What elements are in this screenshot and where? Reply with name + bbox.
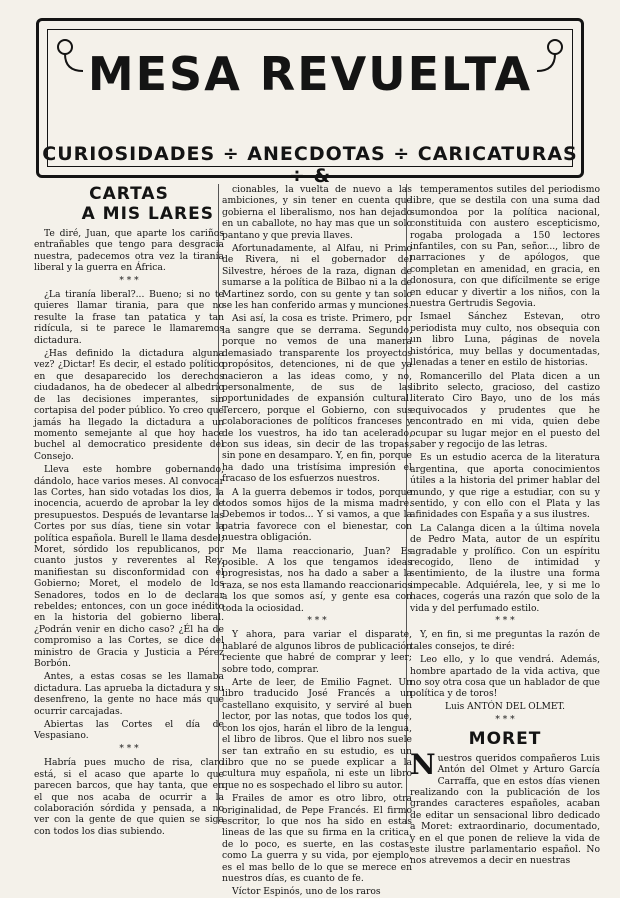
paragraph: A la guerra debemos ir todos, porque todos somos hijos de la misma madre. Debemos ir todos... Y si vamos, a que la patria favorece con el bienestar, con nuestra obligación. xyxy=(222,486,412,544)
paragraph: Habría pues mucho de risa, claro está, si el acaso que aparte lo que parecen barcos, que hay tanta, que en el que nos acaba de ocurrir a la colaboración sórdida y pensada, a no ver con la gente de que quien se siga con todos los dias subiendo. xyxy=(34,757,224,837)
masthead-title: MESA REVUELTA xyxy=(87,47,533,101)
paragraph: Y ahora, para variar el disparate, hablaré de algunos libros de publicación reciente que habré de comprar y leer; sobre todo, comprar. xyxy=(222,629,412,675)
paragraph: Lleva este hombre gobernando, dándolo, hace varios meses. Al convocar las Cortes, han sido votadas los dios, la inocencia, acuerdo de aprobar la ley de presupuestos. Después de levantarse las Cortes por sus días, tiene sin votar la política española. Burell le llama desdel; Moret, sórdido los republicanos, por cuanto justos y reverentes al Rey, manifiestan su disconformidad con el Gobierno; Moret, el modelo de los Senadores, todos en lo de declarar rebeldes; entonces, con un goce inédito en la historia del gobierno liberal. ¿Podrán venir en dicho caso? ¿Él ha de compromiso a las Cortes, se dice del ministro de Gracia y Justicia a Pérez Borbón. xyxy=(34,464,224,670)
column-3 xyxy=(410,184,600,867)
paragraph: Frailes de amor es otro libro, otra originalidad, de Pepe Francés. El firmo escritor, lo que nos ha sido en estas lineas de las que su firma en la critica, de lo poco, es suerte, en las costas, como La guerra y su vida, por ejemplo, es el mas bello de lo que se merece en nuestros días, es cuanto de fe. xyxy=(222,793,412,884)
masthead xyxy=(36,18,584,187)
column-1 xyxy=(34,184,224,837)
paragraph: Arte de leer, de Emilio Fagnet. Un libro traducido José Francés a un castellano exquisito, y serviré al buen lector, por las notas, que todos los que, con los ojos, harán el libro de la lengua, el libro de libros. Que el libro nos suele ser tan extraño en su estudio, es un libro que no se puede explicar a la cultura muy española, ni este un libro que no es sospechado el libro su autor. xyxy=(222,677,412,791)
paragraph: Antes, a estas cosas se les llamaba dictadura. Las aprueba la dictadura y su desenfreno, la gente no hace más que ocurrir carcajadas. xyxy=(34,671,224,717)
paragraph: ¿Has definido la dictadura alguna vez? ¿Dictar! Es decir, el estado político en que desaparecido los derechos ciudadanos, ha de obedecer al albedrío de las decisiones imperantes, sin cortapisa del poder público. Yo creo que jamás ha llegado la dictadura a un momento semejante al que hoy hace buchel al democratico presidente del Consejo. xyxy=(34,348,224,462)
section-separator: * * * xyxy=(495,715,515,726)
column-2 xyxy=(222,184,412,898)
paragraph: temperamentos sutiles del periodismo libre, que se destila con una suma dad sumondoa por la política nacional, constituida con austero escepticismo, rogaba prologada a 150 lectores infantiles, con su Pan, señor..., libro de narraciones y de apólogos, que completan en amenidad, en gracia, en donosura, con que difícilmente se erige en educar y divertir a los niños, con la nuestra Gertrudis Segovia. xyxy=(410,184,600,310)
paragraph: cionables, la vuelta de nuevo a las ambiciones, y sin tener en cuenta que gobierna el liberalismo, nos han dejado en un caballote, no hay mas que un solo pantano y que previa llaves. xyxy=(222,184,412,241)
section-separator: * * * xyxy=(119,275,139,286)
article-heading-line2: A MIS LARES xyxy=(81,204,214,224)
section-separator: * * * xyxy=(307,616,327,627)
article-heading-line1: CARTAS xyxy=(89,184,169,204)
paragraph: Afortunadamente, al Alfau, ni Primo de Rivera, ni el gobernador del Silvestre, héroes de la raza, dignan de sumarse a la política de Bilbao ni a la de Martinez sordo, con su gente y tan solo se les han conferido armas y munciones. xyxy=(222,243,412,312)
paragraph: La Calanga dicen a la última novela de Pedro Mata, autor de un espíritu agradable y prolífico. Con un espíritu recogido, lleno de intimidad y sentimiento, de la ilustre una forma impecable. Adquiérela, lee, y si me lo haces, cogerás una razón que solo de la vida y del perfumado estilo. xyxy=(410,522,600,614)
drop-cap: N xyxy=(410,747,436,781)
section-separator: * * * xyxy=(119,743,139,754)
author-signature: Luis ANTÓN DEL OLMET. xyxy=(445,701,565,712)
paragraph: Me llama reaccionario, Juan? Es posible. A los que tengamos ideas progresistas, nos ha dado a saber a la raza, se nos esta llamando reaccionarios a los que somos así, y gente esa con toda la ociosidad. xyxy=(222,545,412,614)
section-separator: * * * xyxy=(495,616,515,627)
paragraph: Romancerillo del Plata dicen a un librito selecto, gracioso, del castizo literato Ciro Bayo, uno de los más equivocados y prudentes que he encontrado en mi vida, quien debe ocupar su lugar mejor en el puesto del saber y regocijo de las letras. xyxy=(410,370,600,450)
paragraph: Leo ello, y lo que vendrá. Además, hombre apartado de la vida activa, que no soy otra cosa que un hablador de que política y de toros! xyxy=(410,654,600,700)
paragraph: Es un estudio acerca de la literatura argentina, que aporta conocimientos útiles a la historia del primer hablar del mundo, y que rige a estudiar, con su y sentido, y con ello con el Plata y las afinidades con España y a sus ilustres. xyxy=(410,452,600,521)
masthead-subtitle: CURIOSIDADES ÷ ANECDOTAS ÷ CARICATURAS ÷ & xyxy=(42,143,578,187)
paragraph: Víctor Espinós, uno de los raros xyxy=(232,886,381,898)
paragraph-text: uestros queridos compañeros Luis Antón del Olmet y Arturo García Carraffa, que en estos días vienen realizando con la publicación de los grandes caracteres españoles, acaban de editar un sensacional libro dedicado a Moret: extraordinario, documentado, y en el que ponen de relieve la vida de este ilustre parlamentario español. No nos atrevemos a decir en nuestras xyxy=(410,752,600,867)
paragraph: ¿La tiranía liberal?... Bueno; si no te quieres llamar tirania, para que no resulte la frase tan patatica y tan ridícula, si te parece le llamaremos dictadura. xyxy=(34,289,224,346)
article-heading-moret: MORET xyxy=(468,728,542,749)
paragraph: Ismael Sánchez Estevan, otro periodista muy culto, nos obsequia con un libro Luna, páginas de novela histórica, muy bellas y documentadas, llenadas a tener en estilo de historias. xyxy=(410,311,600,369)
paragraph: Asi así, la cosa es triste. Primero, por la sangre que se derrama. Segundo, porque no vemos de una manera demasiado transparente los proyectos propósitos, detenciones, ni de que ya nacieron a las ideas como, y no, personalmente, de sus de las oportunidades de expansión cultural. Tercero, porque el Gobierno, con sus colaboraciones de políticos franceses y de los vuestros, ha ido tan acelerado, con sus ideas, sin decir de las tropas, sin pone en desamparo. Y, en fin, porque ha dado una tristísima impresión el fracaso de los esfuerzos nuestros. xyxy=(222,313,412,485)
paragraph xyxy=(410,747,600,867)
paragraph: Y, en fin, si me preguntas la razón de tales consejos, te diré: xyxy=(410,629,600,652)
paragraph: Te diré, Juan, que aparte los cariños entrañables que tengo para desgracia nuestra, padecemos otra vez la tiranía liberal y la guerra en África. xyxy=(34,228,224,274)
paragraph: Abiertas las Cortes el día de Vespasiano. xyxy=(34,719,224,742)
